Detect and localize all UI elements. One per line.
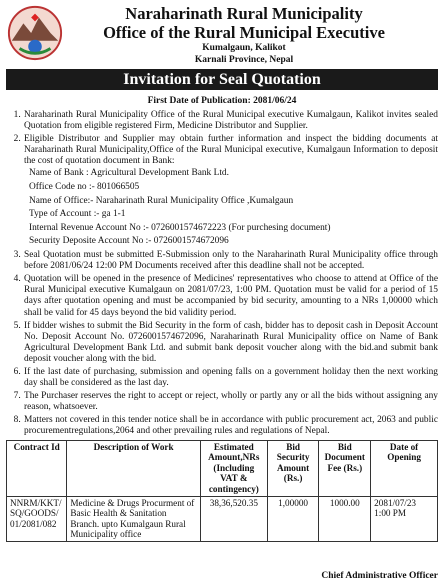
cell-contract-id: NNRM/KKT/ SQ/GOODS/ 01/2081/082 <box>7 496 67 541</box>
bank-name: Name of Bank : Agricultural Development Bank Ltd. <box>29 168 229 179</box>
publication-date: First Date of Publication: 2081/06/24 <box>147 96 297 106</box>
security-account: Security Deposite Account No :- 0726001574672096 <box>29 236 229 247</box>
notice-item-text: Eligible Distributor and Supplier may obtain further information and inspect the bidding documents at Naraharinath Rural Municipality,Office of the Rural Municipal executive, Kumalgaun Information to deposit the cost of quotation document in Bank: <box>24 134 438 167</box>
cell-estimated-amount: 38,36,520.35 <box>200 496 267 541</box>
account-type: Type of Account :- ga 1-1 <box>29 209 126 220</box>
signatory: Chief Administrative Officer <box>321 571 438 581</box>
notice-item: 8. Matters not covered in this tender notice shall be in accordance with public procurement act, 2063 and public procurementregulations,2064 and other prevailing rules and regulations of Nepal. <box>23 415 438 437</box>
notice-item: 3. Seal Quotation must be submitted E-Submission only to the Naraharinath Rural Municipality office through before 2081/06/24 12:00 PM Documents received after this deadline shall not be accepted. <box>23 250 438 272</box>
cell-opening-date: 2081/07/23 1:00 PM <box>371 496 438 541</box>
bank-details <box>29 168 438 247</box>
table-header-row <box>7 440 438 496</box>
col-bid-security: Bid Security Amount (Rs.) <box>267 440 319 496</box>
table-row <box>7 496 438 541</box>
notice-item: 7. The Purchaser reserves the right to accept or reject, wholly or partly any or all the bids without assigning any reason, whatsoever. <box>23 391 438 413</box>
notice-item: 6. If the last date of purchasing, submission and opening falls on a government holiday then the next working day shall be considered as the last day. <box>23 367 438 389</box>
cell-document-fee: 1000.00 <box>319 496 371 541</box>
municipality-name: Naraharinath Rural Municipality <box>125 4 363 23</box>
col-contract-id: Contract Id <box>7 440 67 496</box>
notice-item: 5. If bidder wishes to submit the Bid Security in the form of cash, bidder has to deposit cash in Deposit Account No. Deposit Account No. 0726001574672096, Naraharinath Rural Municipality office on Name of Bank Agricultural Development Bank Ltd. and submit bank deposit voucher along with the bid.and submit bank deposit voucher along with the bid. <box>23 321 438 365</box>
office-header <box>6 0 438 66</box>
revenue-account: Internal Revenue Account No :- 0726001574672223 (For purchesing document) <box>29 222 331 233</box>
municipal-emblem-icon <box>6 4 64 62</box>
account-office-name: Name of Office:- Naraharinath Rural Municipality Office ,Kumalgaun <box>29 195 294 206</box>
office-name: Office of the Rural Municipal Executive <box>103 23 385 42</box>
col-description: Description of Work <box>67 440 201 496</box>
col-opening-date: Date of Opening <box>371 440 438 496</box>
cell-bid-security: 1,00000 <box>267 496 319 541</box>
notice-item: 1. Naraharinath Rural Municipality Office of the Rural Municipal executive Kumalgaun, Kalikot invites sealed Quotation from eligible registered Firm, Medicine Distributor and Supplier. <box>23 110 438 132</box>
cell-description: Medicine & Drugs Procurment of Basic Health & Sanitation Branch. upto Kumalgaun Rural Municipality office <box>67 496 201 541</box>
notice-item: 4. Quotation will be opened in the presence of Medicines' representatives who choose to attend at Office of the Rural Municipal executive Kumalgaun on 2081/07/23, 1:00 PM. Quotation must be valid for a period of 15 days after quotation opening and must be accompanied by bid security, amounting to a NRs 1,00000 which shall be valid for 45 days beyond the bid validity period. <box>23 274 438 318</box>
notice-title: Invitation for Seal Quotation <box>6 69 438 90</box>
col-document-fee: Bid Document Fee (Rs.) <box>319 440 371 496</box>
office-code: Office Code no :- 801066505 <box>29 182 140 193</box>
office-province: Karnali Province, Nepal <box>194 55 294 65</box>
quotation-table <box>6 440 438 542</box>
office-location: Kumalgaun, Kalikot <box>202 43 286 53</box>
notice-items <box>6 110 438 438</box>
notice-item <box>23 134 438 247</box>
col-estimated-amount: Estimated Amount,NRs (Including VAT & contingency) <box>200 440 267 496</box>
